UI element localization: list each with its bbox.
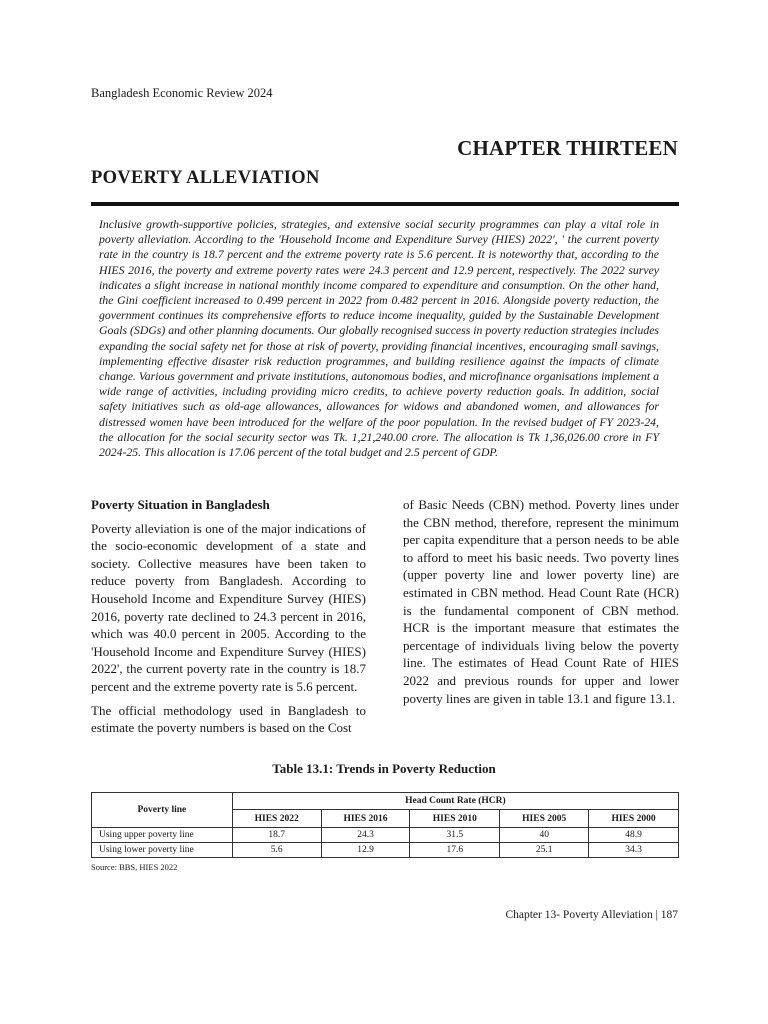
body-paragraph-2-start: The official methodology used in Bangladesh to estimate the poverty numbers is based on the Cost [91,702,366,736]
table-row [92,828,679,843]
table-source: Source: BBS, HIES 2022 [91,862,178,872]
table-cell: 25.1 [500,843,589,858]
body-paragraph-2-continued: of Basic Needs (CBN) method. Poverty lines under the CBN method, therefore, represent the minimum per capita expenditure that a person needs to be able to afford to meet his basic needs. Two poverty lines (upper poverty line and lower poverty line) are estimated in CBN method. Head Count Rate (HCR) is the fundamental component of CBN method. HCR is the important measure that estimates the percentage of individuals living below the poverty line. The estimates of Head Count Rate of HIES 2022 and previous rounds for upper and lower poverty lines are given in table 13.1 and figure 13.1. [403,497,679,706]
section-heading: Poverty Situation in Bangladesh [91,497,270,512]
row-label: Using upper poverty line [92,828,233,843]
column-header: HIES 2000 [589,810,679,828]
table-row [92,843,679,858]
column-header: HIES 2010 [410,810,500,828]
row-label: Using lower poverty line [92,843,233,858]
body-paragraph-1: Poverty alleviation is one of the major indications of the socio-economic development of a state and society. Collective measures have been taken to reduce poverty from Bangladesh. According to Household Income and Expenditure Survey (HIES) 2016, poverty rate declined to 24.3 percent in 2016, which was 40.0 percent in 2005. According to the 'Household Income and Expenditure Survey (HIES) 2022', the current poverty rate in the country is 18.7 percent and the extreme poverty rate is 5.6 percent. [91,520,366,694]
table-caption: Table 13.1: Trends in Poverty Reduction [272,761,496,776]
table-cell: 12.9 [321,843,410,858]
column-header: HIES 2005 [500,810,589,828]
chapter-title: POVERTY ALLEVIATION [91,168,320,188]
running-head: Bangladesh Economic Review 2024 [91,86,273,100]
chapter-number: CHAPTER THIRTEEN [457,136,678,160]
page-footer: Chapter 13- Poverty Alleviation | 187 [505,909,678,921]
table-cell: 34.3 [589,843,679,858]
table-cell: 48.9 [589,828,679,843]
table-cell: 5.6 [232,843,321,858]
column-header: HIES 2022 [232,810,321,828]
table-cell: 17.6 [410,843,500,858]
chapter-abstract: Inclusive growth-supportive policies, strategies, and extensive social security programmes can play a vital role in poverty alleviation. According to the 'Household Income and Expenditure Survey (HIES) 2022', ' the current poverty rate in the country is 18.7 percent and the extreme poverty rate is 5.6 percent. It is noteworthy that, according to the HIES 2016, the poverty and extreme poverty rates were 24.3 percent and 12.9 percent, respectively. The 2022 survey indicates a slight increase in national monthly income compared to expenditure and consumption. On the other hand, the Gini coefficient increased to 0.499 percent in 2022 from 0.482 percent in 2016. Alongside poverty reduction, the government continues its comprehensive efforts to reduce income inequality, guided by the Sustainable Development Goals (SDGs) and other planning documents. Our globally recognised success in poverty reduction strategies includes expanding the social safety net for those at risk of poverty, providing financial incentives, encouraging small savings, implementing effective disaster risk reduction programmes, and building resilience against the impacts of climate change. Various government and private institutions, autonomous bodies, and microfinance organisations implement a wide range of activities, including providing micro credits, to achieve poverty reduction goals. In addition, social safety initiatives such as old-age allowances, allowances for widows and abandoned women, and allowances for distressed women have been introduced for the welfare of the poor population. In the revised budget of FY 2023-24, the allocation for the social security sector was Tk. 1,21,240.00 crore. The allocation is Tk 1,36,026.00 crore in FY 2024-25. This allocation is 17.06 percent of the total budget and 2.5 percent of GDP. [99,218,659,460]
group-header: Head Count Rate (HCR) [232,793,678,810]
table-cell: 31.5 [410,828,500,843]
table-cell: 40 [500,828,589,843]
table-cell: 18.7 [232,828,321,843]
title-rule [91,202,679,206]
left-column [91,496,366,743]
column-header: HIES 2016 [321,810,410,828]
table-cell: 24.3 [321,828,410,843]
right-column [403,496,679,713]
poverty-table [91,792,679,858]
row-header: Poverty line [92,793,233,828]
